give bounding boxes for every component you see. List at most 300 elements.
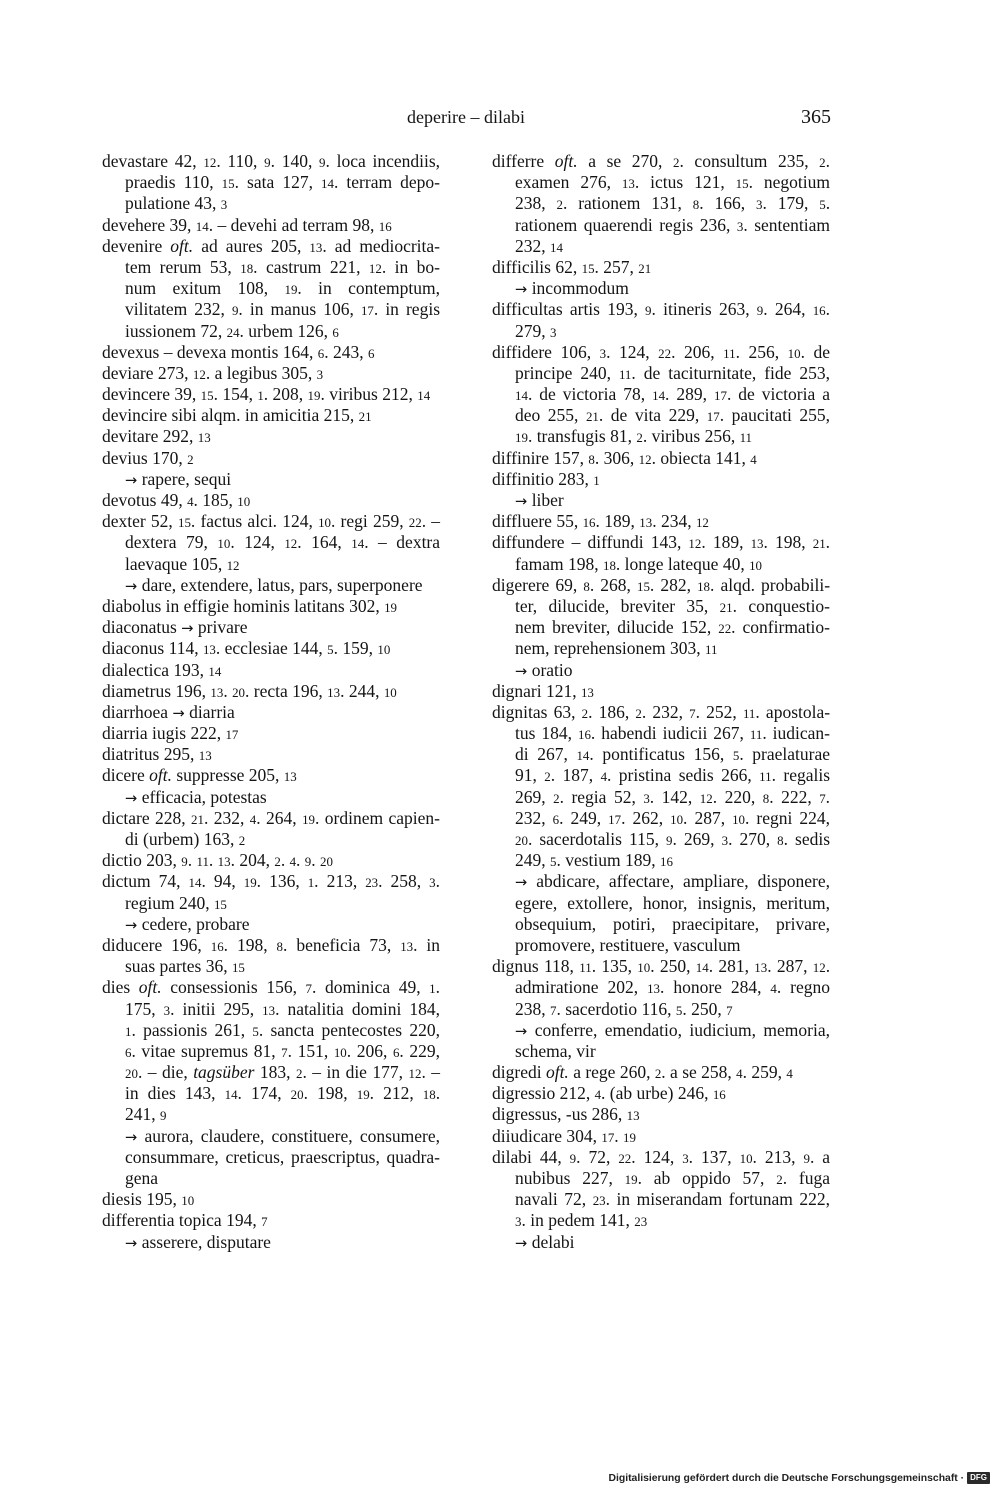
line-number: 11 [723, 345, 736, 361]
line-number: 19 [302, 811, 316, 827]
index-entry [492, 469, 830, 511]
index-headword-line: differentia topica 194, 7 [102, 1210, 268, 1231]
see-also-arrow-icon: → [515, 662, 528, 680]
line-number: 3 [515, 1214, 522, 1230]
line-number: 21 [638, 260, 652, 276]
index-headword-line: differre oft. a se 270, 2. consultum 235, 2. [492, 151, 831, 171]
see-also-arrow-icon: → [125, 1128, 138, 1146]
line-number: 13 [626, 1108, 640, 1124]
italic-term: oft. [170, 235, 194, 256]
line-number: 12 [688, 536, 702, 552]
index-entry [492, 1062, 830, 1083]
dfg-logo: DFG [967, 1472, 990, 1484]
index-headword-line: diaconatus → privare [102, 617, 248, 638]
line-number: 9 [666, 833, 673, 848]
see-also-arrow-icon: → [181, 620, 194, 638]
index-entry [102, 617, 440, 638]
index-headword-line: dictio 203, 9. 11. 13. 204, 2. 4. 9. 20 [102, 850, 333, 871]
line-number: 3 [316, 366, 324, 382]
index-entry [102, 405, 440, 426]
index-entry [102, 808, 440, 850]
index-continuation-line: consummare, creticus, praescriptus, quadra- [125, 1146, 440, 1167]
line-number: 10 [670, 811, 684, 827]
index-entry [102, 236, 440, 342]
index-entry [102, 596, 440, 617]
line-number: 10 [637, 960, 651, 976]
index-entry [102, 977, 440, 1189]
line-number: 16 [582, 515, 596, 531]
line-number: 10 [732, 811, 746, 827]
line-number: 9 [319, 155, 326, 170]
index-headword-line: diatritus 295, 13 [102, 744, 212, 765]
line-number: 7 [281, 1044, 288, 1060]
line-number: 2 [556, 197, 563, 213]
index-continuation-line: suas partes 36, 15 [125, 956, 245, 977]
italic-term: tagsüber [193, 1062, 255, 1083]
index-continuation-line: dextera 79, 10. 124, 12. 164, 14. – dextra [125, 532, 441, 553]
index-entry [102, 511, 440, 596]
line-number: 8 [583, 578, 590, 594]
line-number: 19 [623, 1129, 636, 1145]
index-continuation-line: → oratio [515, 659, 573, 680]
line-number: 22 [718, 621, 732, 637]
line-number: 9 [160, 1108, 167, 1124]
line-number: 13 [217, 854, 231, 870]
see-also-arrow-icon: → [172, 704, 185, 722]
line-number: 12 [408, 1066, 422, 1082]
index-continuation-line: tus 184, 16. habendi iudicii 267, 11. iudican- [515, 723, 831, 744]
line-number: 6 [392, 1044, 400, 1060]
index-headword-line: dignitas 63, 2. 186, 2. 232, 7. 252, 11. apostola- [492, 701, 831, 722]
index-continuation-line: promovere, restituere, vasculum [515, 934, 741, 955]
index-continuation-line: 279, 3 [515, 320, 557, 341]
line-number: 22 [408, 515, 422, 531]
index-headword-line: dictum 74, 14. 94, 19. 136, 1. 213, 23. 258, 3. [102, 871, 441, 892]
index-headword-line: dignari 121, 13 [492, 680, 594, 701]
index-headword-line: diametrus 196, 13. 20. recta 196, 13. 244, 10 [102, 680, 397, 701]
line-number: 19 [624, 1172, 638, 1187]
index-headword-line: diffluere 55, 16. 189, 13. 234, 12 [492, 511, 709, 532]
index-entry [102, 638, 440, 659]
see-also-arrow-icon: → [125, 789, 138, 807]
line-number: 10 [749, 557, 762, 573]
line-number: 18 [697, 578, 710, 594]
line-number: 5 [675, 1002, 683, 1018]
line-number: 23 [634, 1214, 648, 1230]
index-entry [492, 1104, 830, 1125]
line-number: 10 [318, 515, 331, 531]
index-headword-line: difficilis 62, 15. 257, 21 [492, 256, 652, 277]
index-headword-line: diaconus 114, 13. ecclesiae 144, 5. 159, 10 [102, 638, 391, 659]
line-number: 15 [231, 960, 245, 976]
index-headword-line: diesis 195, 10 [102, 1189, 195, 1210]
index-continuation-line: di 267, 14. pontificatus 156, 5. praelaturae [515, 744, 831, 765]
line-number: 18 [602, 557, 616, 573]
line-number: 13 [198, 748, 212, 764]
credit-text: Digitalisierung gefördert durch die Deutsche Forschungsgemeinschaft · [608, 1472, 965, 1484]
index-headword-line: dilabi 44, 9. 72, 22. 124, 3. 137, 10. 213, 9. a [492, 1146, 831, 1167]
index-entry [102, 490, 440, 511]
line-number: 2 [274, 854, 281, 870]
line-number: 16 [210, 938, 224, 954]
line-number: 15 [581, 260, 595, 276]
index-continuation-line: → dare, extendere, latus, pars, superponere [125, 574, 423, 595]
line-number: 21 [812, 536, 826, 552]
line-number: 14 [188, 875, 202, 891]
line-number: 14 [208, 663, 222, 679]
index-continuation-line: famam 198, 18. longe lateque 40, 10 [515, 553, 762, 574]
line-number: 5 [732, 748, 740, 764]
line-number: 16 [577, 727, 591, 743]
index-continuation-line: 241, 9 [125, 1104, 167, 1125]
line-number: 13 [647, 981, 661, 997]
line-number: 2 [581, 705, 589, 721]
running-title: deperire – dilabi [407, 107, 525, 127]
index-continuation-line: tem rerum 53, 18. castrum 221, 12. in bo- [125, 256, 440, 277]
line-number: 3 [682, 1150, 689, 1166]
italic-term: oft. [545, 1062, 569, 1083]
line-number: 12 [284, 536, 298, 552]
index-continuation-line: → efficacia, potestas [125, 786, 267, 807]
index-headword-line: dicere oft. suppresse 205, 13 [102, 765, 297, 786]
index-continuation-line: → aurora, claudere, constituere, consumere, [125, 1125, 440, 1146]
index-continuation-line: 3. in pedem 141, 23 [515, 1210, 648, 1231]
index-entry [492, 511, 830, 532]
line-number: 15 [636, 578, 650, 594]
index-continuation-line: iussionem 72, 24. urbem 126, 6 [125, 320, 339, 341]
line-number: 8 [276, 938, 284, 954]
see-also-arrow-icon: → [125, 916, 138, 934]
index-continuation-line: 232, 6. 249, 17. 262, 10. 287, 10. regni 224, [515, 807, 831, 828]
italic-term: oft. [554, 151, 578, 171]
line-number: 8 [762, 790, 770, 806]
index-entry [102, 681, 440, 702]
index-continuation-line: → incommodum [515, 278, 629, 299]
line-number: 4 [187, 494, 194, 509]
line-number: 18 [240, 260, 254, 276]
line-number: 22 [618, 1150, 632, 1166]
index-continuation-line: 232, 14 [515, 235, 563, 256]
line-number: 11 [739, 430, 753, 446]
index-continuation-line: praedis 110, 15. sata 127, 14. terram depo- [125, 172, 441, 193]
line-number: 3 [163, 1002, 171, 1018]
index-continuation-line: → cedere, probare [125, 913, 250, 934]
line-number: 9 [231, 303, 239, 319]
line-number: 2 [776, 1172, 783, 1187]
line-number: 19 [243, 875, 257, 891]
index-headword-line: dictare 228, 21. 232, 4. 264, 19. ordinem capien- [102, 807, 441, 828]
line-number: 7 [261, 1214, 268, 1230]
see-also-arrow-icon: → [515, 281, 528, 299]
index-headword-line: diducere 196, 16. 198, 8. beneficia 73, 13. in [102, 934, 441, 955]
line-number: 7 [689, 705, 696, 721]
index-continuation-line: navali 72, 23. in miserandam fortunam 222, [515, 1189, 830, 1210]
index-continuation-line: in dies 143, 14. 174, 20. 198, 19. 212, 18. [125, 1083, 441, 1104]
index-continuation-line: 175, 3. initii 295, 13. natalitia domini 184, [125, 998, 441, 1019]
index-entry [102, 935, 440, 977]
line-number: 14 [321, 176, 334, 192]
index-continuation-line: 238, 7. sacerdotio 116, 5. 250, 7 [515, 998, 733, 1019]
line-number: 3 [220, 197, 228, 213]
index-entry [102, 702, 440, 723]
line-number: 13 [639, 515, 653, 531]
line-number: 10 [217, 536, 231, 552]
index-continuation-line: egere, extollere, honor, insignis, meritum, [515, 892, 830, 913]
line-number: 4 [594, 1087, 602, 1103]
index-entry [102, 723, 440, 744]
line-number: 13 [327, 684, 341, 700]
index-entry [492, 956, 830, 1062]
line-number: 13 [400, 938, 414, 954]
index-headword-line: diarria iugis 222, 17 [102, 723, 239, 744]
line-number: 13 [621, 176, 635, 192]
line-number: 6 [332, 324, 339, 340]
line-number: 14 [550, 239, 563, 255]
index-headword-line: devehere 39, 14. – devehi ad terram 98, 16 [102, 214, 392, 235]
see-also-arrow-icon: → [515, 1022, 528, 1040]
line-number: 2 [553, 790, 560, 806]
line-number: 17 [360, 303, 374, 319]
line-number: 4 [600, 769, 608, 785]
index-entry [492, 342, 830, 448]
line-number: 12 [638, 451, 652, 467]
index-continuation-line: 14. de victoria 78, 14. 289, 17. de victoria a [515, 384, 830, 405]
index-headword-line: dialectica 193, 14 [102, 659, 222, 680]
line-number: 15 [221, 176, 235, 192]
line-number: 3 [721, 833, 729, 848]
index-entry [102, 342, 440, 363]
line-number: 7 [726, 1002, 733, 1018]
line-number: 7 [305, 981, 313, 997]
index-headword-line: digredi oft. a rege 260, 2. a se 258, 4. 259, 4 [492, 1062, 793, 1083]
index-entry [492, 702, 830, 956]
line-number: 3 [550, 324, 557, 340]
line-number: 4 [770, 981, 777, 997]
line-number: 4 [736, 1066, 743, 1082]
index-continuation-line: rationem quaerendi regis 236, 3. sententiam [515, 214, 830, 235]
index-continuation-line: num exitum 108, 19. in contemptum, [125, 278, 440, 299]
index-headword-line: diffinitio 283, 1 [492, 468, 600, 489]
page-number: 365 [801, 106, 831, 128]
line-number: 1 [125, 1023, 132, 1039]
line-number: 5 [819, 197, 826, 213]
line-number: 14 [515, 388, 528, 404]
index-continuation-line: schema, vir [515, 1040, 596, 1061]
line-number: 3 [429, 875, 436, 891]
index-continuation-line: → delabi [515, 1231, 575, 1252]
line-number: 15 [213, 896, 227, 912]
see-also-arrow-icon: → [515, 874, 528, 892]
line-number: 20 [515, 833, 528, 848]
index-entry [102, 363, 440, 384]
italic-term: oft. [138, 977, 162, 998]
index-headword-line: devincere 39, 15. 154, 1. 208, 19. viribus 212, 14 [102, 384, 431, 405]
index-headword-line: digressio 212, 4. (ab urbe) 246, 16 [492, 1083, 726, 1104]
line-number: 10 [739, 1150, 753, 1166]
line-number: 23 [365, 875, 379, 891]
index-entry [492, 532, 830, 574]
see-also-arrow-icon: → [125, 471, 138, 489]
line-number: 22 [658, 345, 672, 361]
line-number: 15 [200, 388, 214, 404]
line-number: 19 [384, 599, 398, 615]
line-number: 4 [289, 854, 297, 870]
line-number: 21 [358, 409, 372, 425]
line-number: 4 [786, 1066, 793, 1082]
index-entry [492, 299, 830, 341]
index-entry [102, 660, 440, 681]
line-number: 15 [177, 515, 191, 531]
index-headword-line: dexter 52, 15. factus alci. 124, 10. regi 259, 22. – [102, 511, 441, 532]
index-entry [492, 257, 830, 299]
line-number: 2 [296, 1066, 303, 1082]
line-number: 11 [618, 366, 632, 382]
index-continuation-line: pulatione 43, 3 [125, 193, 228, 214]
digitization-credit [608, 1470, 990, 1486]
line-number: 16 [378, 218, 392, 234]
index-continuation-line: → conferre, emendatio, iudicium, memoria, [515, 1019, 830, 1040]
index-headword-line: diarrhoea → diarria [102, 701, 235, 722]
index-headword-line: dignus 118, 11. 135, 10. 250, 14. 281, 13. 287, 12. [492, 956, 831, 977]
line-number: 12 [695, 515, 709, 531]
line-number: 17 [714, 388, 727, 404]
line-number: 12 [699, 790, 713, 806]
line-number: 11 [579, 960, 592, 976]
line-number: 24 [226, 324, 240, 340]
index-continuation-line: laevaque 105, 12 [125, 553, 240, 574]
index-entry [492, 1083, 830, 1104]
line-number: 9 [569, 1150, 577, 1166]
line-number: 13 [309, 239, 323, 255]
index-entry [492, 1126, 830, 1147]
line-number: 16 [712, 1087, 726, 1103]
line-number: 3 [599, 345, 607, 361]
line-number: 19 [307, 388, 321, 404]
index-continuation-line: nem, reprehensionem 303, 11 [515, 638, 718, 659]
index-headword-line: devincire sibi alqm. in amicitia 215, 21 [102, 405, 372, 426]
index-entry [102, 850, 440, 871]
line-number: 14 [224, 1087, 238, 1103]
index-headword-line: diffidere 106, 3. 124, 22. 206, 11. 256, 10. de [492, 341, 831, 362]
line-number: 17 [225, 727, 239, 743]
index-continuation-line: 20. – die, tagsüber 183, 2. – in die 177, 12. – [125, 1062, 441, 1083]
index-entry [492, 1147, 830, 1253]
line-number: 12 [812, 960, 826, 976]
line-number: 9 [264, 155, 271, 170]
line-number: 20 [232, 684, 246, 700]
line-number: 20 [125, 1066, 138, 1082]
index-headword-line: digerere 69, 8. 268, 15. 282, 18. alqd. probabili- [492, 574, 831, 595]
index-headword-line: diabolus in effigie hominis latitans 302, 19 [102, 595, 398, 616]
line-number: 8 [588, 451, 595, 467]
line-number: 14 [351, 536, 365, 552]
index-continuation-line: 20. sacerdotalis 115, 9. 269, 3. 270, 8. sedis [515, 829, 831, 849]
index-entry [492, 681, 830, 702]
index-entry [102, 384, 440, 405]
see-also-arrow-icon: → [125, 577, 138, 595]
line-number: 11 [196, 854, 209, 870]
line-number: 6 [368, 345, 375, 361]
index-entry [102, 448, 440, 490]
line-number: 6 [125, 1044, 132, 1060]
line-number: 1 [307, 875, 315, 891]
line-number: 14 [652, 388, 666, 404]
line-number: 14 [576, 748, 590, 764]
line-number: 2 [654, 1066, 662, 1082]
index-column-left [102, 151, 440, 1253]
line-number: 5 [327, 642, 334, 658]
index-continuation-line: → rapere, sequi [125, 468, 232, 489]
line-number: 3 [736, 218, 744, 234]
index-continuation-line: nubibus 227, 19. ab oppido 57, 2. fuga [515, 1168, 830, 1188]
line-number: 1 [429, 981, 436, 997]
line-number: 11 [705, 642, 718, 658]
line-number: 12 [203, 155, 217, 170]
line-number: 10 [237, 494, 251, 509]
line-number: 17 [601, 1129, 615, 1145]
line-number: 13 [197, 430, 211, 446]
index-continuation-line: nem breviter, dilucide 152, 22. confirmatio- [515, 617, 830, 638]
line-number: 23 [592, 1193, 606, 1209]
line-number: 9 [756, 303, 764, 319]
see-also-arrow-icon: → [125, 1234, 138, 1252]
index-continuation-line: examen 276, 13. ictus 121, 15. negotium [515, 172, 830, 193]
line-number: 10 [333, 1044, 347, 1060]
line-number: 8 [777, 833, 784, 848]
line-number: 2 [672, 155, 680, 170]
line-number: 14 [417, 388, 431, 404]
line-number: 13 [210, 684, 224, 700]
index-headword-line: diffinire 157, 8. 306, 12. obiecta 141, 4 [492, 447, 757, 468]
line-number: 10 [787, 345, 801, 361]
index-continuation-line: vilitatem 232, 9. in manus 106, 17. in regis [125, 299, 441, 320]
index-entry [492, 448, 830, 469]
line-number: 21 [191, 811, 204, 827]
index-entry [492, 151, 830, 257]
line-number: 9 [304, 854, 312, 870]
line-number: 3 [756, 197, 763, 213]
index-headword-line: devitare 292, 13 [102, 426, 211, 447]
line-number: 16 [812, 303, 826, 319]
index-continuation-line: ter, dilucide, breviter 35, 21. conquestio- [515, 595, 831, 616]
line-number: 2 [819, 155, 826, 170]
line-number: 14 [695, 960, 709, 976]
index-entry [102, 871, 440, 935]
index-continuation-line: regium 240, 15 [125, 892, 227, 913]
line-number: 13 [202, 642, 216, 658]
line-number: 10 [377, 642, 391, 658]
line-number: 7 [819, 790, 826, 806]
line-number: 12 [368, 260, 382, 276]
italic-term: oft. [149, 765, 172, 786]
index-headword-line: devexus – devexa montis 164, 6. 243, 6 [102, 341, 375, 362]
index-headword-line: dies oft. consessionis 156, 7. dominica 49, 1. [102, 977, 441, 998]
index-headword-line: deviare 273, 12. a legibus 305, 3 [102, 362, 324, 383]
index-continuation-line: deo 255, 21. de vita 229, 17. paucitati 255, [515, 405, 831, 426]
line-number: 12 [192, 366, 206, 382]
line-number: 13 [580, 684, 594, 700]
index-continuation-line: gena [125, 1168, 159, 1188]
index-continuation-line: 249, 5. vestium 189, 16 [515, 850, 673, 871]
line-number: 13 [750, 536, 764, 552]
line-number: 17 [608, 811, 622, 827]
line-number: 19 [356, 1087, 370, 1103]
index-headword-line: diffundere – diffundi 143, 12. 189, 13. 198, 21. [492, 532, 831, 553]
line-number: 11 [749, 727, 763, 743]
index-continuation-line: → asserere, disputare [125, 1231, 271, 1252]
line-number: 13 [283, 769, 297, 785]
index-headword-line: devius 170, 2 [102, 447, 194, 468]
